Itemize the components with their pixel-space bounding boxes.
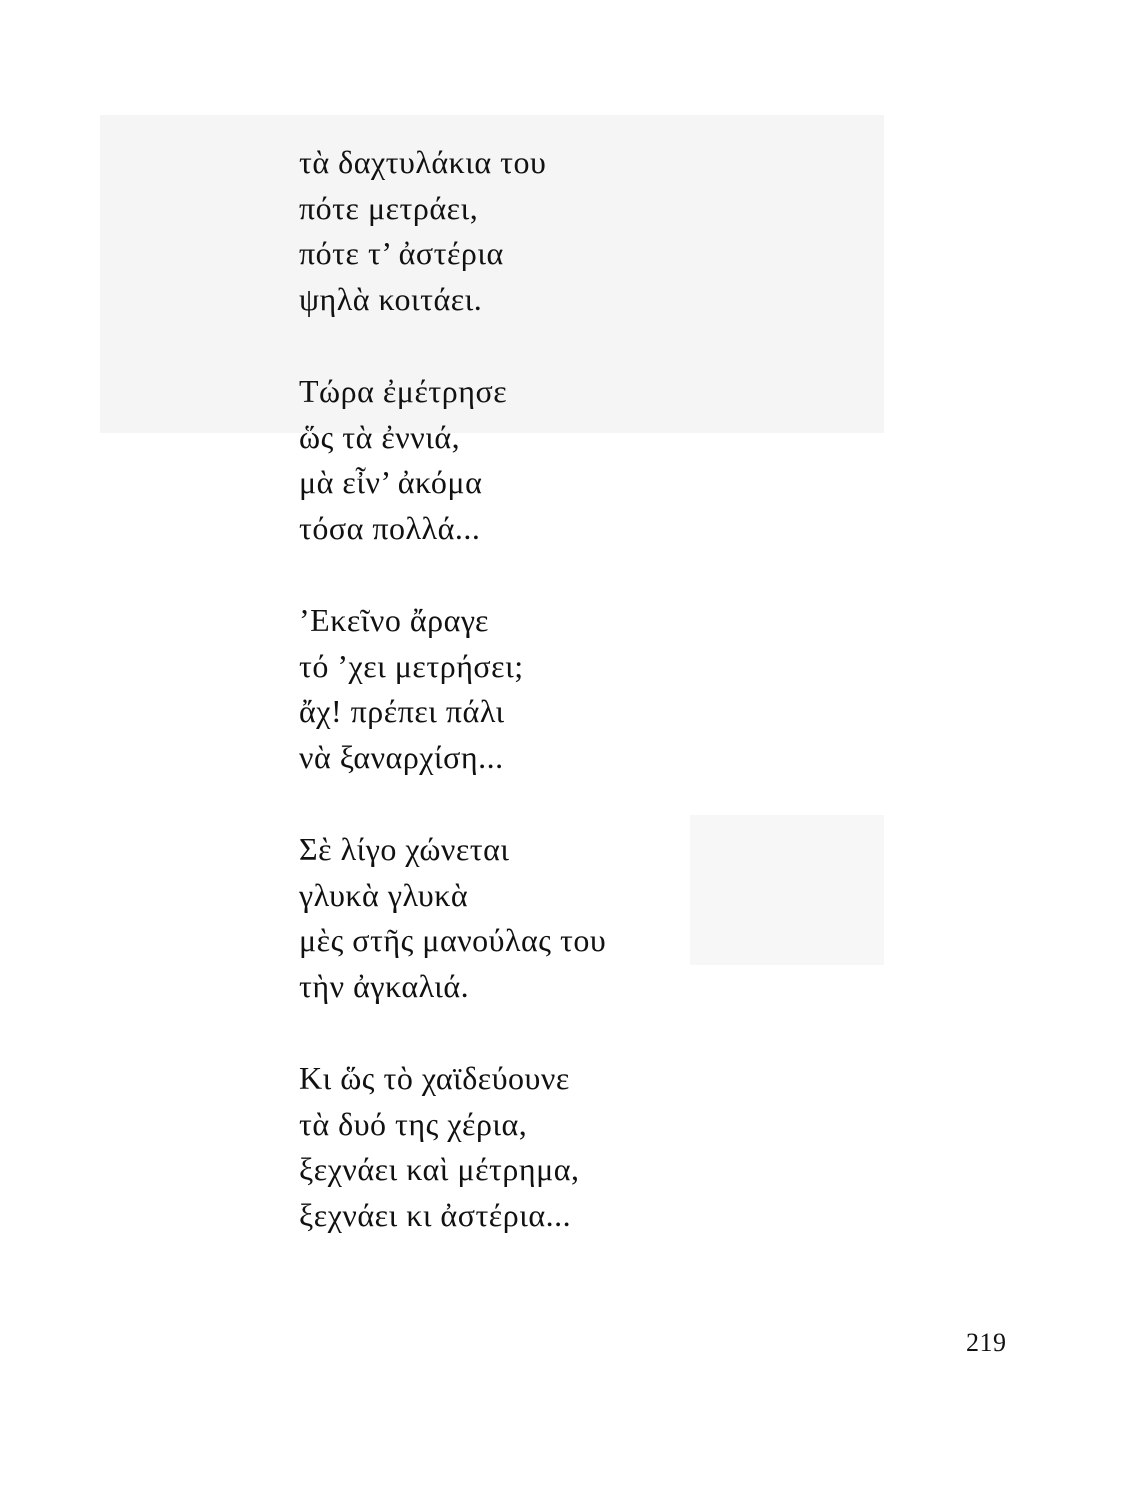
poem-line: Σὲ λίγο χώνεται	[299, 831, 510, 867]
poem-line: ὥς τὰ ἐννιά,	[299, 418, 461, 455]
poem-line: ἄχ! πρέπει πάλι	[299, 693, 505, 729]
poem-line: νὰ ξαναρχίση...	[299, 738, 504, 775]
poem-line: Τώρα ἐμέτρησε	[299, 373, 508, 409]
page-number: 219	[966, 1328, 1007, 1357]
poem-stanza	[299, 1056, 859, 1238]
poem-stanza	[299, 140, 859, 322]
poem-line: μὰ εἶν’ ἀκόμα	[299, 464, 483, 500]
poem-stanza	[299, 827, 859, 1009]
poem-line: μὲς στῆς μανούλας του	[299, 922, 607, 958]
poem-line: ψηλὰ κοιτάει.	[299, 280, 483, 317]
poem-line: ’Εκεῖνο ἄραγε	[299, 602, 489, 638]
poem-line: τὴν ἀγκαλιά.	[299, 967, 470, 1004]
poem-line: Κι ὥς τὸ χαϊδεύουνε	[299, 1060, 570, 1096]
poem-line: τόσα πολλά...	[299, 509, 481, 546]
poem-stanza	[299, 369, 859, 551]
poem-line: ξεχνάει καὶ μέτρημα,	[299, 1151, 580, 1187]
poem-line: ξεχνάει κι ἀστέρια...	[299, 1196, 572, 1233]
poem-stanza	[299, 598, 859, 780]
poem-line: πότε τ’ ἀστέρια	[299, 235, 504, 271]
poem	[299, 140, 859, 1285]
poem-line: γλυκὰ γλυκὰ	[299, 876, 469, 913]
poem-line: τὰ δαχτυλάκια του	[299, 144, 547, 180]
poem-line: πότε μετράει,	[299, 189, 479, 226]
poem-line: τὰ δυό της χέρια,	[299, 1105, 528, 1142]
poem-line: τό ’χει μετρήσει;	[299, 647, 524, 684]
